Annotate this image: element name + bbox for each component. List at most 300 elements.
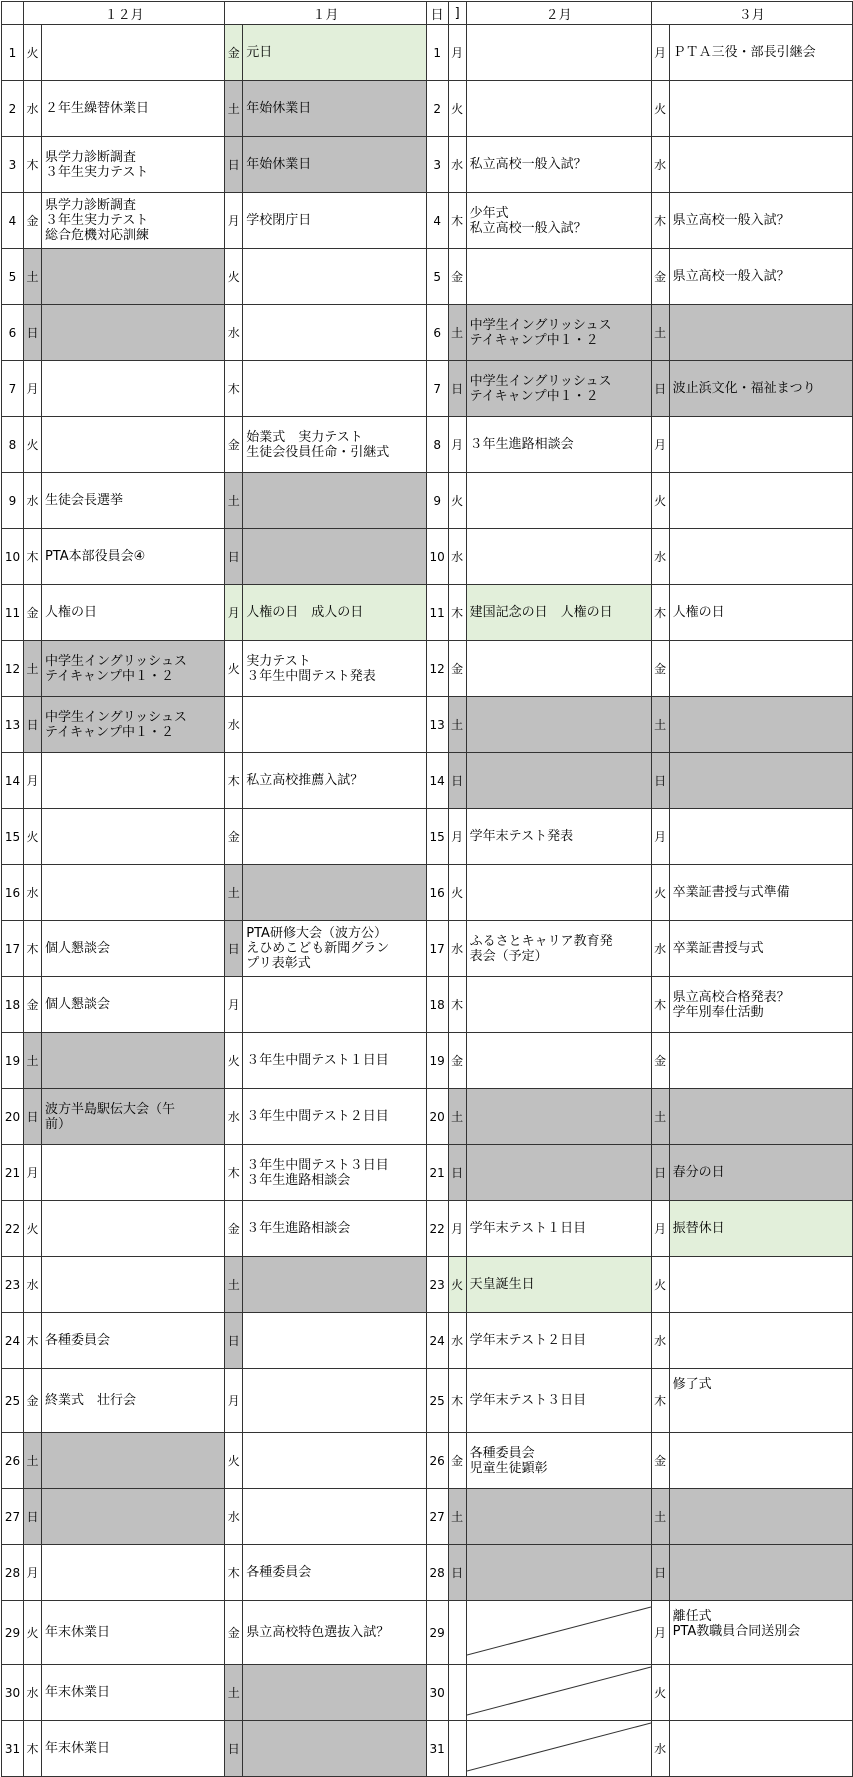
jan-event [243, 249, 426, 305]
calendar-row [2, 1545, 853, 1601]
mar-event [669, 1033, 852, 1089]
jan-event [243, 1313, 426, 1369]
mar-event [669, 1489, 852, 1545]
school-calendar-table [1, 1, 853, 1777]
dec-day-number: 21 [2, 1145, 24, 1201]
feb-event: ３年生進路相談会 [466, 417, 651, 473]
mar-event [669, 1721, 852, 1777]
jan-event: ３年生進路相談会 [243, 1201, 426, 1257]
feb-day-number: 24 [426, 1313, 448, 1369]
dec-weekday: 火 [23, 25, 41, 81]
mar-event [669, 473, 852, 529]
feb-weekday: 水 [448, 529, 466, 585]
feb-weekday: 月 [448, 1201, 466, 1257]
calendar-row [2, 1257, 853, 1313]
dec-weekday: 水 [23, 1257, 41, 1313]
feb-day-number: 1 [426, 25, 448, 81]
feb-weekday [448, 1601, 466, 1665]
feb-event: 建国記念の日 人権の日 [466, 585, 651, 641]
jan-weekday: 土 [225, 865, 243, 921]
feb-day-number: 3 [426, 137, 448, 193]
dec-weekday: 水 [23, 1665, 41, 1721]
feb-event: 学年末テスト３日目 [466, 1369, 651, 1433]
dec-weekday: 土 [23, 1433, 41, 1489]
feb-event: 学年末テスト発表 [466, 809, 651, 865]
dec-day-number: 13 [2, 697, 24, 753]
mar-weekday: 木 [651, 193, 669, 249]
jan-weekday: 金 [225, 809, 243, 865]
mar-weekday: 水 [651, 921, 669, 977]
feb-day-number: 12 [426, 641, 448, 697]
mar-weekday: 金 [651, 1033, 669, 1089]
jan-weekday: 木 [225, 753, 243, 809]
mar-event: 修了式 [669, 1369, 852, 1433]
jan-event [243, 305, 426, 361]
dec-day-number: 20 [2, 1089, 24, 1145]
jan-event: ３年生中間テスト２日目 [243, 1089, 426, 1145]
mar-weekday: 木 [651, 977, 669, 1033]
jan-weekday: 日 [225, 1313, 243, 1369]
dec-day-number: 26 [2, 1433, 24, 1489]
feb-weekday: 月 [448, 809, 466, 865]
dec-event [41, 1489, 224, 1545]
mar-weekday: 日 [651, 753, 669, 809]
mar-weekday: 水 [651, 137, 669, 193]
mar-event [669, 753, 852, 809]
dec-weekday: 日 [23, 1089, 41, 1145]
feb-event: 中学生イングリッシュス テイキャンプ中１・２ [466, 361, 651, 417]
jan-weekday: 火 [225, 249, 243, 305]
mar-event: 県立高校一般入試？ [669, 249, 852, 305]
feb-day-number: 17 [426, 921, 448, 977]
mar-weekday: 月 [651, 809, 669, 865]
jan-event [243, 529, 426, 585]
dec-event [41, 1545, 224, 1601]
dec-event [41, 809, 224, 865]
feb-day-number: 21 [426, 1145, 448, 1201]
feb-weekday: 日 [448, 1545, 466, 1601]
mar-event [669, 697, 852, 753]
dec-day-number: 1 [2, 25, 24, 81]
dec-weekday: 月 [23, 1145, 41, 1201]
mar-weekday: 木 [651, 1369, 669, 1433]
dec-weekday: 金 [23, 585, 41, 641]
jan-event: PTA研修大会（波方公） えひめこども新聞グラン プリ表彰式 [243, 921, 426, 977]
feb-event: 各種委員会 児童生徒顕彰 [466, 1433, 651, 1489]
feb-weekday: 火 [448, 1257, 466, 1313]
feb-weekday: 水 [448, 921, 466, 977]
dec-event: 人権の日 [41, 585, 224, 641]
dec-weekday: 火 [23, 1201, 41, 1257]
mar-weekday: 木 [651, 585, 669, 641]
feb-day-number: 31 [426, 1721, 448, 1777]
mar-weekday: 火 [651, 1257, 669, 1313]
mar-weekday: 日 [651, 1545, 669, 1601]
header-jan: １月 [225, 2, 426, 25]
jan-event: 人権の日 成人の日 [243, 585, 426, 641]
calendar-row [2, 193, 853, 249]
mar-event: 卒業証書授与式準備 [669, 865, 852, 921]
feb-weekday: 土 [448, 305, 466, 361]
dec-weekday: 金 [23, 193, 41, 249]
dec-event: 年末休業日 [41, 1665, 224, 1721]
jan-event: 私立高校推薦入試？ [243, 753, 426, 809]
mar-weekday: 火 [651, 865, 669, 921]
jan-weekday: 木 [225, 361, 243, 417]
calendar-row [2, 1489, 853, 1545]
feb-day-number: 8 [426, 417, 448, 473]
dec-day-number: 7 [2, 361, 24, 417]
jan-weekday: 木 [225, 1545, 243, 1601]
feb-day-number: 11 [426, 585, 448, 641]
dec-weekday: 火 [23, 809, 41, 865]
feb-event [466, 641, 651, 697]
dec-day-number: 6 [2, 305, 24, 361]
calendar-row [2, 305, 853, 361]
dec-event: 個人懇談会 [41, 977, 224, 1033]
feb-event [466, 1489, 651, 1545]
mar-event: ＰＴＡ三役・部長引継会 [669, 25, 852, 81]
calendar-row [2, 921, 853, 977]
feb-event [466, 753, 651, 809]
dec-day-number: 23 [2, 1257, 24, 1313]
dec-weekday: 金 [23, 1369, 41, 1433]
jan-event: 始業式 実力テスト 生徒会役員任命・引継式 [243, 417, 426, 473]
feb-day-number: 13 [426, 697, 448, 753]
jan-weekday: 土 [225, 81, 243, 137]
dec-weekday: 水 [23, 865, 41, 921]
mar-weekday: 金 [651, 249, 669, 305]
feb-weekday [448, 1665, 466, 1721]
dec-event [41, 865, 224, 921]
dec-day-number: 12 [2, 641, 24, 697]
dec-weekday: 日 [23, 305, 41, 361]
diagonal-slash-icon [467, 1605, 651, 1660]
dec-event: 年末休業日 [41, 1601, 224, 1665]
dec-weekday: 水 [23, 473, 41, 529]
mar-weekday: 水 [651, 1313, 669, 1369]
jan-event: 年始休業日 [243, 81, 426, 137]
dec-event [41, 1257, 224, 1313]
dec-day-number: 18 [2, 977, 24, 1033]
dec-day-number: 5 [2, 249, 24, 305]
dec-event [41, 753, 224, 809]
feb-day-number: 19 [426, 1033, 448, 1089]
dec-day-number: 28 [2, 1545, 24, 1601]
dec-day-number: 8 [2, 417, 24, 473]
jan-event [243, 865, 426, 921]
jan-weekday: 日 [225, 137, 243, 193]
feb-weekday: 土 [448, 697, 466, 753]
dec-event: 県学力診断調査 ３年生実力テスト [41, 137, 224, 193]
jan-weekday: 火 [225, 1033, 243, 1089]
jan-weekday: 月 [225, 193, 243, 249]
mar-weekday: 日 [651, 1145, 669, 1201]
feb-event [466, 977, 651, 1033]
feb-event: 少年式 私立高校一般入試？ [466, 193, 651, 249]
jan-weekday: 金 [225, 417, 243, 473]
jan-weekday: 木 [225, 1145, 243, 1201]
mar-event [669, 1665, 852, 1721]
feb-invalid-date-slash [466, 1721, 651, 1777]
dec-day-number: 9 [2, 473, 24, 529]
dec-weekday: 木 [23, 921, 41, 977]
calendar-row [2, 473, 853, 529]
feb-day-number: 16 [426, 865, 448, 921]
feb-weekday: 月 [448, 25, 466, 81]
dec-weekday: 水 [23, 81, 41, 137]
feb-event: ふるさとキャリア教育発 表会（予定） [466, 921, 651, 977]
feb-day-number: 9 [426, 473, 448, 529]
feb-event [466, 25, 651, 81]
feb-day-number: 10 [426, 529, 448, 585]
dec-day-number: 3 [2, 137, 24, 193]
calendar-row [2, 641, 853, 697]
mar-weekday: 月 [651, 417, 669, 473]
dec-event [41, 249, 224, 305]
feb-weekday: 金 [448, 1433, 466, 1489]
feb-weekday: 金 [448, 249, 466, 305]
feb-day-number: 29 [426, 1601, 448, 1665]
header-day: 日 [426, 2, 448, 25]
dec-event [41, 305, 224, 361]
dec-day-number: 25 [2, 1369, 24, 1433]
calendar-row [2, 585, 853, 641]
header-blank [2, 2, 24, 25]
feb-day-number: 23 [426, 1257, 448, 1313]
mar-weekday: 水 [651, 1721, 669, 1777]
calendar-row [2, 137, 853, 193]
jan-weekday: 日 [225, 921, 243, 977]
mar-event [669, 809, 852, 865]
mar-event: 振替休日 [669, 1201, 852, 1257]
feb-day-number: 26 [426, 1433, 448, 1489]
mar-weekday: 火 [651, 1665, 669, 1721]
mar-weekday: 水 [651, 529, 669, 585]
jan-weekday: 金 [225, 1201, 243, 1257]
dec-day-number: 14 [2, 753, 24, 809]
mar-event: 人権の日 [669, 585, 852, 641]
mar-event [669, 529, 852, 585]
header-mar: ３月 [651, 2, 852, 25]
calendar-row [2, 249, 853, 305]
jan-event: 学校閉庁日 [243, 193, 426, 249]
jan-event [243, 473, 426, 529]
dec-event: 生徒会長選挙 [41, 473, 224, 529]
dec-weekday: 土 [23, 1033, 41, 1089]
feb-weekday [448, 1721, 466, 1777]
dec-event: PTA本部役員会④ [41, 529, 224, 585]
feb-day-number: 30 [426, 1665, 448, 1721]
feb-day-number: 6 [426, 305, 448, 361]
mar-event [669, 81, 852, 137]
feb-weekday: 木 [448, 585, 466, 641]
mar-event: 卒業証書授与式 [669, 921, 852, 977]
jan-weekday: 金 [225, 1601, 243, 1665]
mar-event [669, 1257, 852, 1313]
mar-event: 県立高校一般入試？ [669, 193, 852, 249]
feb-weekday: 木 [448, 193, 466, 249]
jan-weekday: 水 [225, 697, 243, 753]
feb-weekday: 火 [448, 865, 466, 921]
dec-weekday: 月 [23, 753, 41, 809]
jan-weekday: 火 [225, 641, 243, 697]
jan-weekday: 土 [225, 1665, 243, 1721]
dec-event [41, 417, 224, 473]
mar-weekday: 日 [651, 361, 669, 417]
dec-day-number: 30 [2, 1665, 24, 1721]
dec-weekday: 金 [23, 977, 41, 1033]
feb-event [466, 697, 651, 753]
jan-event: 元日 [243, 25, 426, 81]
jan-weekday: 水 [225, 305, 243, 361]
dec-event: ２年生繰替休業日 [41, 81, 224, 137]
feb-weekday: 火 [448, 473, 466, 529]
jan-weekday: 金 [225, 25, 243, 81]
feb-weekday: 金 [448, 1033, 466, 1089]
feb-event: 中学生イングリッシュス テイキャンプ中１・２ [466, 305, 651, 361]
feb-day-number: 27 [426, 1489, 448, 1545]
jan-weekday: 日 [225, 1721, 243, 1777]
feb-event [466, 473, 651, 529]
jan-weekday: 月 [225, 585, 243, 641]
calendar-row [2, 1601, 853, 1665]
calendar-row [2, 1313, 853, 1369]
feb-day-number: 18 [426, 977, 448, 1033]
dec-event: 県学力診断調査 ３年生実力テスト 総合危機対応訓練 [41, 193, 224, 249]
feb-day-number: 20 [426, 1089, 448, 1145]
mar-event: 波止浜文化・福祉まつり [669, 361, 852, 417]
jan-event: ３年生中間テスト３日目 ３年生進路相談会 [243, 1145, 426, 1201]
mar-event [669, 1089, 852, 1145]
feb-event: 学年末テスト２日目 [466, 1313, 651, 1369]
feb-weekday: 日 [448, 361, 466, 417]
dec-day-number: 17 [2, 921, 24, 977]
jan-event [243, 1433, 426, 1489]
feb-event [466, 249, 651, 305]
jan-event: 県立高校特色選抜入試？ [243, 1601, 426, 1665]
diagonal-slash-icon [467, 1665, 651, 1720]
feb-day-number: 5 [426, 249, 448, 305]
header-dec: １２月 [23, 2, 224, 25]
calendar-body [2, 25, 853, 1777]
dec-event: 波方半島駅伝大会（午 前） [41, 1089, 224, 1145]
dec-weekday: 木 [23, 137, 41, 193]
jan-event [243, 361, 426, 417]
feb-event [466, 865, 651, 921]
feb-day-number: 22 [426, 1201, 448, 1257]
dec-day-number: 2 [2, 81, 24, 137]
dec-event: 終業式 壮行会 [41, 1369, 224, 1433]
mar-weekday: 土 [651, 1089, 669, 1145]
calendar-row [2, 417, 853, 473]
dec-day-number: 16 [2, 865, 24, 921]
calendar-row [2, 977, 853, 1033]
jan-event: 実力テスト ３年生中間テスト発表 [243, 641, 426, 697]
feb-invalid-date-slash [466, 1665, 651, 1721]
mar-event [669, 1433, 852, 1489]
feb-day-number: 4 [426, 193, 448, 249]
header-bracket: ] [448, 2, 466, 25]
mar-weekday: 土 [651, 697, 669, 753]
dec-weekday: 土 [23, 641, 41, 697]
dec-event [41, 1033, 224, 1089]
mar-weekday: 土 [651, 1489, 669, 1545]
mar-event: 県立高校合格発表？ 学年別奉仕活動 [669, 977, 852, 1033]
jan-weekday: 火 [225, 1433, 243, 1489]
jan-weekday: 土 [225, 473, 243, 529]
dec-day-number: 10 [2, 529, 24, 585]
mar-event: 春分の日 [669, 1145, 852, 1201]
calendar-row [2, 1721, 853, 1777]
dec-day-number: 19 [2, 1033, 24, 1089]
feb-event [466, 529, 651, 585]
dec-event [41, 1145, 224, 1201]
mar-weekday: 土 [651, 305, 669, 361]
dec-weekday: 木 [23, 529, 41, 585]
jan-weekday: 土 [225, 1257, 243, 1313]
dec-event: 中学生イングリッシュス テイキャンプ中１・２ [41, 641, 224, 697]
dec-weekday: 日 [23, 697, 41, 753]
jan-weekday: 月 [225, 977, 243, 1033]
jan-event [243, 1257, 426, 1313]
calendar-row [2, 1369, 853, 1433]
dec-weekday: 日 [23, 1489, 41, 1545]
feb-event: 私立高校一般入試？ [466, 137, 651, 193]
dec-day-number: 24 [2, 1313, 24, 1369]
feb-day-number: 14 [426, 753, 448, 809]
dec-weekday: 木 [23, 1313, 41, 1369]
dec-day-number: 31 [2, 1721, 24, 1777]
mar-weekday: 月 [651, 1201, 669, 1257]
mar-weekday: 月 [651, 25, 669, 81]
feb-event [466, 1545, 651, 1601]
feb-invalid-date-slash [466, 1601, 651, 1665]
header-row [2, 2, 853, 25]
jan-event [243, 1489, 426, 1545]
jan-weekday: 水 [225, 1089, 243, 1145]
calendar-row [2, 81, 853, 137]
calendar-row [2, 809, 853, 865]
calendar-row [2, 1033, 853, 1089]
dec-event: 年末休業日 [41, 1721, 224, 1777]
jan-event [243, 1721, 426, 1777]
feb-weekday: 火 [448, 81, 466, 137]
dec-weekday: 木 [23, 1721, 41, 1777]
jan-event [243, 1369, 426, 1433]
dec-weekday: 月 [23, 361, 41, 417]
feb-weekday: 木 [448, 1369, 466, 1433]
calendar-row [2, 1433, 853, 1489]
mar-weekday: 金 [651, 641, 669, 697]
calendar-row [2, 865, 853, 921]
calendar-row [2, 697, 853, 753]
calendar-row [2, 25, 853, 81]
feb-weekday: 水 [448, 1313, 466, 1369]
calendar-row [2, 361, 853, 417]
feb-weekday: 日 [448, 753, 466, 809]
mar-event: 離任式 PTA教職員合同送別会 [669, 1601, 852, 1665]
dec-event [41, 1433, 224, 1489]
jan-weekday: 月 [225, 1369, 243, 1433]
dec-weekday: 土 [23, 249, 41, 305]
feb-event [466, 1033, 651, 1089]
feb-event: 天皇誕生日 [466, 1257, 651, 1313]
jan-event [243, 1665, 426, 1721]
mar-event [669, 1313, 852, 1369]
calendar-row [2, 1145, 853, 1201]
dec-event: 各種委員会 [41, 1313, 224, 1369]
